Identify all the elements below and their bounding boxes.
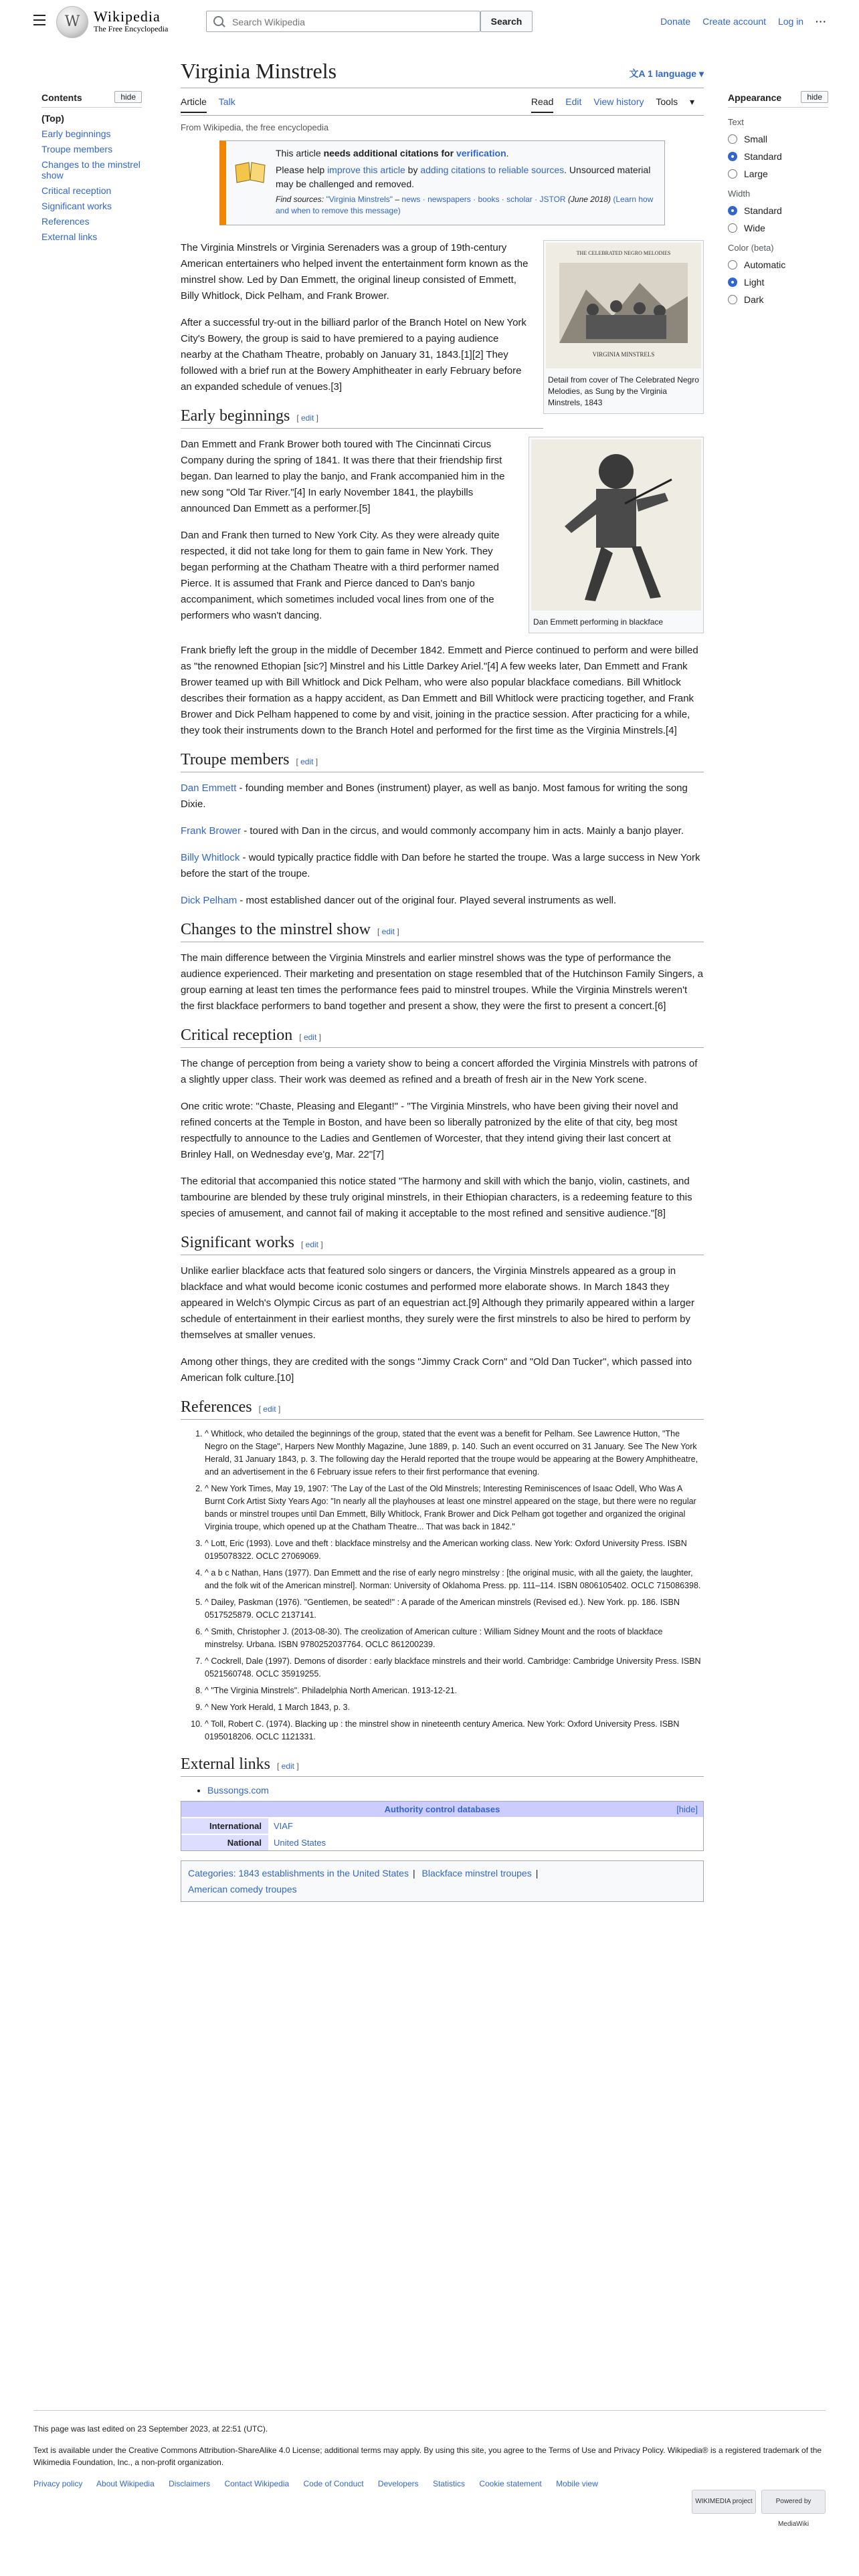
- figure-cover: [543, 240, 704, 414]
- edit-section-link[interactable]: edit: [300, 413, 314, 423]
- license-text: Text is available under the Creative Commons Attribution-ShareAlike 4.0 License; additional terms may apply. By using this site, you agree to the Terms of Use and Privacy Policy. Wikipedia® is a registered trademark of the Wikimedia Foundation, Inc., a non-profit organization.: [33, 2446, 822, 2467]
- text-size-large[interactable]: Large: [728, 169, 828, 179]
- reference-item: 9. ^ New York Herald, 1 March 1843, p. 3.: [205, 1701, 704, 1714]
- category-link[interactable]: Blackface minstrel troupes: [421, 1868, 532, 1879]
- toc-item-early-beginnings[interactable]: Early beginnings: [41, 128, 111, 139]
- tab-edit[interactable]: Edit: [565, 96, 582, 107]
- page-tabs: [181, 96, 704, 116]
- page-title: Virginia Minstrels 文A 1 language ▾: [181, 59, 704, 88]
- authority-control-title[interactable]: Authority control databases: [384, 1804, 500, 1814]
- member-link[interactable]: Dick Pelham: [181, 895, 237, 906]
- troupe-member: Billy Whitlock - would typically practice fiddle with Dan before he started the troupe. Was a large success in New York before the start of the troupe.: [181, 852, 700, 879]
- log-in-link[interactable]: Log in: [777, 16, 804, 27]
- reference-item: 2. ^ New York Times, May 19, 1907: 'The Lay of the Last of the Old Minstrels; Interesting Reminiscences of Isaac Odell, Who Was A Burnt Cork Artist Sixty Years Ago: "In nearly all the playhouses at least one minstrel appeared on the stage, but there were no regular bands or minstrel troupes until Dan Emmett, Billy Whitlock, Frank Brower and Dick Pelham got together and organized the original Virginia troupe, which opened up at the Chatham Theatre... That was back in 1842.": [205, 1483, 704, 1533]
- heading-significant-works: Significant works [ edit ]: [181, 1234, 704, 1255]
- logo-tagline: The Free Encyclopedia: [94, 24, 169, 33]
- heading-early-beginnings: Early beginnings [ edit ]: [181, 407, 543, 429]
- toc-title: Contents: [41, 92, 82, 103]
- footer-link[interactable]: Developers: [377, 2479, 419, 2488]
- member-link[interactable]: Billy Whitlock: [181, 852, 240, 863]
- tab-read[interactable]: Read: [531, 96, 553, 113]
- figure-cover-caption: Detail from cover of The Celebrated Negro Melodies, as Sung by the Virginia Minstrels, 1843: [548, 375, 699, 407]
- intro-paragraph-1: The Virginia Minstrels or Virginia Serenaders was a group of 19th-century American entertainers who helped invent the entertainment form known as the minstrel show. Led by Dan Emmett, the original lineup consisted of Emmett, Billy Whitlock, Dick Pelham, and Frank Brower.: [181, 242, 529, 302]
- header: [0, 0, 859, 43]
- toc-item-significant-works[interactable]: Significant works: [41, 201, 112, 211]
- reference-item: 8. ^ "The Virginia Minstrels". Philadelphia North American. 1913-12-21.: [205, 1685, 704, 1697]
- reference-item: 6. ^ Smith, Christopher J. (2013-08-30). The creolization of American culture : William Sidney Mount and the roots of blackface minstrelsy. Urbana. ISBN 9780252037764. OCLC 861200239.: [205, 1626, 704, 1651]
- edit-section-link[interactable]: edit: [263, 1404, 276, 1414]
- external-link-bussongs[interactable]: Bussongs.com: [207, 1785, 269, 1796]
- cover-footer: VIRGINIA MINSTRELS: [592, 351, 655, 358]
- toc-item-references[interactable]: References: [41, 216, 90, 227]
- personal-tools: [651, 16, 827, 27]
- table-of-contents: [41, 92, 142, 247]
- footer-link[interactable]: Cookie statement: [479, 2479, 542, 2488]
- authority-value[interactable]: VIAF: [274, 1821, 293, 1831]
- heading-critical-reception: Critical reception [ edit ]: [181, 1027, 704, 1048]
- tab-article[interactable]: Article: [181, 96, 207, 113]
- cover-heading: THE CELEBRATED NEGRO MELODIES: [576, 250, 671, 256]
- color-dark[interactable]: Dark: [728, 294, 828, 305]
- tab-tools[interactable]: Tools ▾: [656, 96, 694, 107]
- early-paragraph-3: Frank briefly left the group in the middle of December 1842. Emmett and Pierce continued to perform and were billed as "the renowned Ethopian [sic?] Minstrel and his Little Darkey Ariel."[4] A few weeks later, Dan Emmett and Frank Brower teamed up with Bill Whitlock and Dick Pelham, who were also popular blackface comedians. Bill Whitlock describes their formation as a happy accident, as Dan Emmett and Bill Whitlock were practicing together, and Frank Brower and Dick Pelham happened to come by and visit, joining in the practice session. After practicing for a while, they took their instruments down to the Branch Hotel and performed for the first time as the Virginia Minstrels.[4]: [181, 645, 698, 736]
- member-link[interactable]: Frank Brower: [181, 825, 242, 837]
- heading-changes: Changes to the minstrel show [ edit ]: [181, 921, 704, 942]
- toc-item-external-links[interactable]: External links: [41, 231, 98, 242]
- troupe-member: Frank Brower - toured with Dan in the circus, and would commonly accompany him in acts. Mainly a banjo player.: [181, 825, 684, 837]
- more-options-icon[interactable]: ···: [816, 16, 827, 27]
- toc-hide-button[interactable]: hide: [114, 91, 142, 103]
- heading-troupe-members: Troupe members [ edit ]: [181, 751, 704, 772]
- authority-control: [181, 1801, 704, 1851]
- improve-article-link[interactable]: improve this article: [327, 165, 405, 175]
- authority-key: International: [181, 1818, 268, 1834]
- color-automatic[interactable]: Automatic: [728, 259, 828, 270]
- category-link[interactable]: 1843 establishments in the United States: [238, 1868, 409, 1879]
- troupe-member: Dan Emmett - founding member and Bones (instrument) player, as well as banjo. Most famous for writing the song Dixie.: [181, 782, 688, 810]
- footer-link[interactable]: Code of Conduct: [303, 2479, 364, 2488]
- toc-item-critical-reception[interactable]: Critical reception: [41, 185, 112, 196]
- works-paragraph-1: Unlike earlier blackface acts that featured solo singers or dancers, the Virginia Minstrels appeared as a group in blackface and what would become iconic costumes and performed more elaborate shows. In March 1843 they appeared in Welch's Olympic Circus as part of an equestrian act.[9] Although they primarily appeared within a larger schedule of entertainment in their earliest months, they surely were the first minstrels to also be hired to perform by themselves at smaller venues.: [181, 1265, 694, 1341]
- footer-link[interactable]: Privacy policy: [33, 2479, 83, 2488]
- search-input[interactable]: [231, 14, 448, 30]
- toc-item-top[interactable]: (Top): [41, 113, 64, 124]
- authority-key: National: [181, 1835, 268, 1850]
- footer-link[interactable]: Contact Wikipedia: [224, 2479, 290, 2488]
- edit-section-link[interactable]: edit: [381, 927, 395, 936]
- works-paragraph-2: Among other things, they are credited with the songs "Jimmy Crack Corn" and "Old Dan Tucker", which passed into American folk culture.[10]: [181, 1356, 692, 1384]
- reference-item: 1. ^ Whitlock, who detailed the beginnings of the group, stated that the event was a benefit for Pelham. See Lawrence Hutton, "The Negro on the Stage", Harpers New Monthly Magazine, June 1889, p. 140. Such an event occurred on 31 January. See The New York Herald, 31 January 1843, p. 3. The following day the Herald reported that the troupe would be appearing at the Bowery Amphitheatre, and an advertisement in the 6 February issue refers to their first performance that evening.: [205, 1428, 704, 1479]
- donate-link[interactable]: Donate: [660, 16, 691, 27]
- search-box[interactable]: [206, 11, 480, 32]
- reference-item: 4. ^ a b c Nathan, Hans (1977). Dan Emmett and the rise of early negro minstrelsy : [the original music, with all the gaiety, the laughter, and the folk wit of the American minstrel]. Norman: University of Oklahoma Press. pp. 111–114. ISBN 0806105402. OCLC 715086398.: [205, 1567, 704, 1592]
- wikimedia-badge[interactable]: WIKIMEDIA project: [692, 2490, 756, 2514]
- heading-references: References [ edit ]: [181, 1398, 704, 1420]
- figure-emmett: [529, 437, 704, 633]
- reference-list: [181, 1428, 704, 1743]
- edit-section-link[interactable]: edit: [281, 1761, 294, 1771]
- citation-needed-notice: This article needs additional citations for verification. Please help improve this article by adding citations to reliable sources. Unsourced material may be challenged and removed. Find sources: "Virginia Minstrels" – news · newspapers · books · scholar · JSTOR (June 2018) (Learn how and when to remove this message): [219, 140, 665, 225]
- text-size-standard[interactable]: Standard: [728, 151, 828, 162]
- critical-paragraph-1: The change of perception from being a variety show to being a concert afforded the Virginia Minstrels with patrons of a slightly upper class. Their work was deemed as refined and a breath of fresh air in the New York scene.: [181, 1058, 698, 1085]
- edit-section-link[interactable]: edit: [300, 757, 314, 766]
- appearance-title: Appearance: [728, 92, 782, 103]
- color-light[interactable]: Light: [728, 277, 828, 288]
- article: [181, 59, 704, 1902]
- category-link[interactable]: American comedy troupes: [188, 1884, 297, 1895]
- logo-wordmark[interactable]: Wikipedia: [94, 8, 161, 25]
- footer-link[interactable]: Statistics: [432, 2479, 465, 2488]
- text-size-label: Text: [728, 117, 744, 127]
- verification-link[interactable]: verification: [456, 148, 506, 158]
- tagline: From Wikipedia, the free encyclopedia: [181, 122, 329, 132]
- cover-illustration[interactable]: [546, 243, 701, 368]
- emmett-illustration[interactable]: [531, 439, 701, 611]
- early-paragraph-2: Dan and Frank then turned to New York City. As they were already quite respected, it did not take long for them to gain fame in New York. They began performing at the Chatham Theatre with a third performer named Pierce. It is assumed that Frank and Pierce danced to Dan's banjo accompaniment, which sometimes included vocal lines from one of the performers who wasn't dancing.: [181, 530, 500, 621]
- edit-section-link[interactable]: edit: [303, 1033, 317, 1042]
- reference-item: 10. ^ Toll, Robert C. (1974). Blacking up : the minstrel show in nineteenth century America. New York: Oxford University Press. ISBN 0195018206. OCLC 1121331.: [205, 1718, 704, 1743]
- critical-paragraph-2: One critic wrote: "Chaste, Pleasing and Elegant!" - "The Virginia Minstrels, who have been giving their novel and refined concerts at the Temple in Boston, and have been so liberally patronized by the elite of that city, beg most respectfully to announce to the Ladies and Gentlemen of Worcester, that they intend giving their last concert at Brinley Hall, on Wednesday eve'g, Mar. 22"[7]: [181, 1101, 678, 1160]
- book-icon: [234, 160, 266, 184]
- early-paragraph-1: Dan Emmett and Frank Brower both toured with The Cincinnati Circus Company during the spring of 1841. It was there that their friendship first began. Dan learned to play the banjo, and Frank accompanied him in the new song "Old Tar River."[4] In early November 1841, the playbills announced Dan Emmett as a performer.[5]: [181, 439, 505, 514]
- tab-view-history[interactable]: View history: [593, 96, 644, 107]
- authority-value[interactable]: United States: [274, 1838, 326, 1848]
- width-standard[interactable]: Standard: [728, 205, 828, 216]
- learn-remove-link[interactable]: (Learn how and when to remove this message): [276, 195, 654, 215]
- reference-item: 3. ^ Lott, Eric (1993). Love and theft : blackface minstrelsy and the American working class. New York: Oxford University Press. ISBN 0195078322. OCLC 27069069.: [205, 1537, 704, 1563]
- mediawiki-badge[interactable]: Powered by MediaWiki: [761, 2490, 826, 2514]
- last-edited: This page was last edited on 23 September 2023, at 22:51 (UTC).: [33, 2424, 268, 2434]
- troupe-member: Dick Pelham - most established dancer out of the original four. Played several instruments as well.: [181, 895, 617, 906]
- heading-external-links: External links [ edit ]: [181, 1755, 704, 1777]
- critical-paragraph-3: The editorial that accompanied this notice stated "The harmony and skill with which the banjo, violin, castinets, and tambourine are blended by these truly original minstrels, in their Ethiopian characters, is a redeeming feature to this species of amusement, and cannot fail of making it acceptable to the most refined and sensitive audience."[8]: [181, 1176, 692, 1219]
- reference-item: 5. ^ Dailey, Paskman (1976). "Gentlemen, be seated!" : A parade of the American minstrels (Revised ed.). New York. pp. 186. ISBN 0517525879. OCLC 2137141.: [205, 1596, 704, 1622]
- create-account-link[interactable]: Create account: [702, 16, 767, 27]
- toc-item-troupe-members[interactable]: Troupe members: [41, 144, 113, 154]
- find-sources-links[interactable]: news · newspapers · books · scholar · JSTOR: [401, 195, 566, 204]
- figure-emmett-caption: Dan Emmett performing in blackface: [533, 617, 664, 627]
- width-label: Width: [728, 189, 751, 199]
- toc-item-changes[interactable]: Changes to the minstrel show: [41, 159, 140, 181]
- page-footer: [33, 2410, 826, 2528]
- search-icon: [213, 16, 223, 26]
- wikipedia-globe-icon[interactable]: W: [56, 6, 88, 38]
- appearance-panel: [728, 92, 828, 312]
- categories-label[interactable]: Categories:: [188, 1868, 236, 1879]
- footer-link[interactable]: About Wikipedia: [96, 2479, 155, 2488]
- intro-paragraph-2: After a successful try-out in the billiard parlor of the Branch Hotel on New York City's Bowery, the group is said to have premiered to a paying audience nearby at the Chatham Theatre, probably on January 31, 1843.[1][2] They followed with a brief run at the Bowery Amphitheater in early February before an expanded schedule of venues.[3]: [181, 317, 527, 393]
- adding-citations-link[interactable]: adding citations to reliable sources: [420, 165, 565, 175]
- tab-talk[interactable]: Talk: [218, 96, 235, 107]
- footer-link[interactable]: Mobile view: [556, 2479, 598, 2488]
- member-link[interactable]: Dan Emmett: [181, 782, 237, 794]
- reference-item: 7. ^ Cockrell, Dale (1997). Demons of disorder : early blackface minstrels and their world. Cambridge: Cambridge University Press. ISBN 0521560748. OCLC 35919255.: [205, 1655, 704, 1681]
- main-menu-icon[interactable]: [33, 15, 45, 25]
- categories-box: Categories: 1843 establishments in the United States | Blackface minstrel troupes | American comedy troupes: [181, 1860, 704, 1902]
- language-button[interactable]: 文A 1 language ▾: [629, 68, 704, 79]
- search-button[interactable]: Search: [480, 11, 533, 32]
- authority-hide-button[interactable]: [hide]: [676, 1804, 698, 1814]
- color-label: Color (beta): [728, 243, 774, 253]
- find-sources-query[interactable]: "Virginia Minstrels": [326, 195, 393, 204]
- edit-section-link[interactable]: edit: [305, 1240, 319, 1249]
- footer-link[interactable]: Disclaimers: [169, 2479, 211, 2488]
- changes-paragraph: The main difference between the Virginia Minstrels and earlier minstrel shows was the type of performance the audience experienced. Their marketing and presentation on stage resembled that of the Hutchinson Family Singers, a group earning at least ten times the performance fees paid to minstrel troupes. While the Virginia Minstrels weren't the first blackface performers to band together and present a show, they were the first to present a concert.[6]: [181, 952, 704, 1012]
- text-size-small[interactable]: Small: [728, 134, 828, 144]
- appearance-hide-button[interactable]: hide: [801, 91, 828, 103]
- width-wide[interactable]: Wide: [728, 223, 828, 233]
